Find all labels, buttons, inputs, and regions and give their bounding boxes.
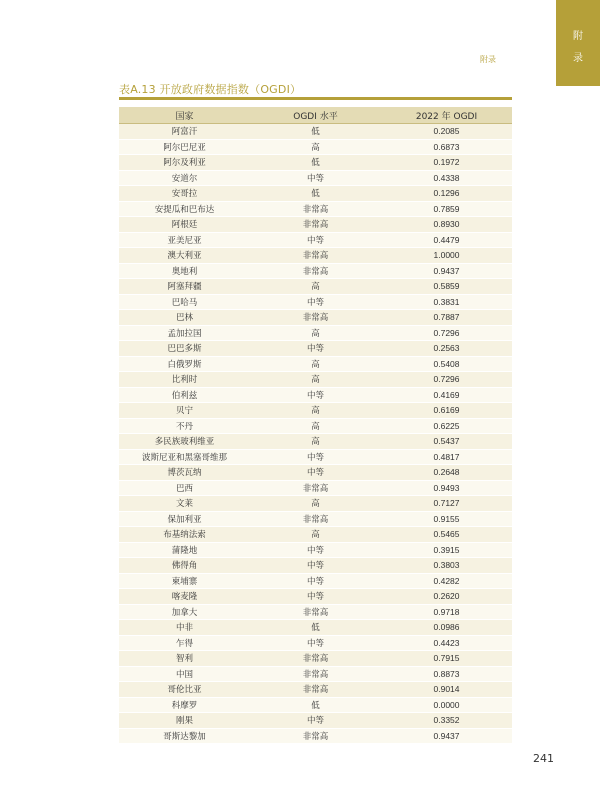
- ogdi-value-cell: 0.3352: [381, 713, 512, 729]
- ogdi-level-cell: 高: [250, 418, 381, 434]
- ogdi-value-cell: 0.2620: [381, 589, 512, 605]
- ogdi-table: [119, 107, 512, 744]
- ogdi-level-cell: 非常高: [250, 480, 381, 496]
- ogdi-value-cell: 0.5437: [381, 434, 512, 450]
- table-header-row: [119, 107, 512, 124]
- country-cell: 布基纳法索: [119, 527, 250, 543]
- table-row: [119, 201, 512, 217]
- country-cell: 蒲隆地: [119, 542, 250, 558]
- ogdi-level-cell: 高: [250, 434, 381, 450]
- table-row: [119, 356, 512, 372]
- table-row: [119, 170, 512, 186]
- table-row: [119, 728, 512, 744]
- ogdi-level-cell: 低: [250, 620, 381, 636]
- ogdi-value-cell: 0.9437: [381, 728, 512, 744]
- ogdi-level-cell: 非常高: [250, 217, 381, 233]
- ogdi-value-cell: 0.7915: [381, 651, 512, 667]
- ogdi-value-cell: 0.9014: [381, 682, 512, 698]
- ogdi-value-cell: 0.2648: [381, 465, 512, 481]
- ogdi-value-cell: 0.4423: [381, 635, 512, 651]
- ogdi-value-cell: 0.9155: [381, 511, 512, 527]
- table-row: [119, 697, 512, 713]
- country-cell: 贝宁: [119, 403, 250, 419]
- country-cell: 伯利兹: [119, 387, 250, 403]
- ogdi-level-cell: 中等: [250, 589, 381, 605]
- ogdi-level-cell: 非常高: [250, 310, 381, 326]
- ogdi-level-cell: 中等: [250, 542, 381, 558]
- side-tab-char-2: 录: [573, 53, 583, 64]
- table-row: [119, 325, 512, 341]
- table-row: [119, 496, 512, 512]
- ogdi-value-cell: 0.2563: [381, 341, 512, 357]
- column-header-ogdi: 2022 年 OGDI: [381, 107, 512, 124]
- table-row: [119, 480, 512, 496]
- ogdi-level-cell: 中等: [250, 294, 381, 310]
- ogdi-level-cell: 非常高: [250, 201, 381, 217]
- country-cell: 巴林: [119, 310, 250, 326]
- table-row: [119, 558, 512, 574]
- ogdi-value-cell: 0.8873: [381, 666, 512, 682]
- table-row: [119, 310, 512, 326]
- ogdi-value-cell: 0.7859: [381, 201, 512, 217]
- country-cell: 阿尔巴尼亚: [119, 139, 250, 155]
- country-cell: 加拿大: [119, 604, 250, 620]
- table-row: [119, 620, 512, 636]
- table-row: [119, 589, 512, 605]
- ogdi-level-cell: 非常高: [250, 682, 381, 698]
- ogdi-value-cell: 0.6873: [381, 139, 512, 155]
- section-side-tab: [556, 0, 600, 86]
- ogdi-level-cell: 中等: [250, 170, 381, 186]
- table-body: [119, 124, 512, 744]
- table-row: [119, 635, 512, 651]
- country-cell: 中国: [119, 666, 250, 682]
- ogdi-level-cell: 中等: [250, 341, 381, 357]
- country-cell: 文莱: [119, 496, 250, 512]
- country-cell: 巴西: [119, 480, 250, 496]
- table-row: [119, 279, 512, 295]
- country-cell: 柬埔寨: [119, 573, 250, 589]
- ogdi-value-cell: 0.4479: [381, 232, 512, 248]
- table-row: [119, 232, 512, 248]
- country-cell: 哥伦比亚: [119, 682, 250, 698]
- table-row: [119, 403, 512, 419]
- table-row: [119, 387, 512, 403]
- ogdi-value-cell: 0.7296: [381, 325, 512, 341]
- country-cell: 不丹: [119, 418, 250, 434]
- country-cell: 智利: [119, 651, 250, 667]
- ogdi-value-cell: 0.8930: [381, 217, 512, 233]
- table-row: [119, 186, 512, 202]
- ogdi-value-cell: 0.5408: [381, 356, 512, 372]
- ogdi-value-cell: 0.1972: [381, 155, 512, 171]
- ogdi-level-cell: 高: [250, 356, 381, 372]
- title-rule: [119, 97, 512, 100]
- ogdi-level-cell: 中等: [250, 635, 381, 651]
- ogdi-level-cell: 中等: [250, 449, 381, 465]
- ogdi-value-cell: 0.9493: [381, 480, 512, 496]
- country-cell: 巴巴多斯: [119, 341, 250, 357]
- ogdi-value-cell: 1.0000: [381, 248, 512, 264]
- ogdi-value-cell: 0.7887: [381, 310, 512, 326]
- column-header-country: 国家: [119, 107, 250, 124]
- country-cell: 多民族玻利维亚: [119, 434, 250, 450]
- ogdi-level-cell: 低: [250, 697, 381, 713]
- table-row: [119, 604, 512, 620]
- country-cell: 佛得角: [119, 558, 250, 574]
- country-cell: 安道尔: [119, 170, 250, 186]
- ogdi-value-cell: 0.2085: [381, 124, 512, 140]
- ogdi-level-cell: 非常高: [250, 666, 381, 682]
- ogdi-value-cell: 0.3803: [381, 558, 512, 574]
- table-row: [119, 248, 512, 264]
- ogdi-level-cell: 中等: [250, 558, 381, 574]
- country-cell: 白俄罗斯: [119, 356, 250, 372]
- ogdi-level-cell: 中等: [250, 465, 381, 481]
- table-row: [119, 434, 512, 450]
- country-cell: 安哥拉: [119, 186, 250, 202]
- table-row: [119, 217, 512, 233]
- country-cell: 科摩罗: [119, 697, 250, 713]
- country-cell: 波斯尼亚和黑塞哥维那: [119, 449, 250, 465]
- ogdi-level-cell: 高: [250, 325, 381, 341]
- ogdi-value-cell: 0.6169: [381, 403, 512, 419]
- side-tab-char-1: 附: [573, 31, 583, 42]
- table-row: [119, 713, 512, 729]
- ogdi-level-cell: 低: [250, 155, 381, 171]
- country-cell: 保加利亚: [119, 511, 250, 527]
- ogdi-value-cell: 0.6225: [381, 418, 512, 434]
- country-cell: 阿尔及利亚: [119, 155, 250, 171]
- table-row: [119, 155, 512, 171]
- page-number: 241: [533, 752, 554, 765]
- country-cell: 哥斯达黎加: [119, 728, 250, 744]
- ogdi-level-cell: 非常高: [250, 651, 381, 667]
- table-row: [119, 666, 512, 682]
- ogdi-level-cell: 中等: [250, 387, 381, 403]
- country-cell: 安提瓜和巴布达: [119, 201, 250, 217]
- ogdi-level-cell: 非常高: [250, 248, 381, 264]
- country-cell: 阿富汗: [119, 124, 250, 140]
- table-row: [119, 682, 512, 698]
- ogdi-value-cell: 0.7127: [381, 496, 512, 512]
- ogdi-level-cell: 高: [250, 403, 381, 419]
- table-row: [119, 294, 512, 310]
- ogdi-value-cell: 0.9718: [381, 604, 512, 620]
- ogdi-value-cell: 0.4282: [381, 573, 512, 589]
- ogdi-level-cell: 中等: [250, 713, 381, 729]
- ogdi-level-cell: 高: [250, 527, 381, 543]
- table-row: [119, 418, 512, 434]
- ogdi-value-cell: 0.0000: [381, 697, 512, 713]
- ogdi-value-cell: 0.7296: [381, 372, 512, 388]
- country-cell: 比利时: [119, 372, 250, 388]
- table-row: [119, 573, 512, 589]
- table-row: [119, 341, 512, 357]
- ogdi-value-cell: 0.0986: [381, 620, 512, 636]
- table-row: [119, 372, 512, 388]
- table-row: [119, 542, 512, 558]
- country-cell: 亚美尼亚: [119, 232, 250, 248]
- country-cell: 博茨瓦纳: [119, 465, 250, 481]
- country-cell: 孟加拉国: [119, 325, 250, 341]
- ogdi-value-cell: 0.5465: [381, 527, 512, 543]
- ogdi-value-cell: 0.3831: [381, 294, 512, 310]
- country-cell: 喀麦隆: [119, 589, 250, 605]
- table-row: [119, 139, 512, 155]
- table-row: [119, 124, 512, 140]
- ogdi-level-cell: 中等: [250, 573, 381, 589]
- ogdi-level-cell: 非常高: [250, 604, 381, 620]
- table-row: [119, 263, 512, 279]
- country-cell: 澳大利亚: [119, 248, 250, 264]
- table-title: 表A.13 开放政府数据指数（OGDI）: [119, 83, 302, 96]
- ogdi-level-cell: 非常高: [250, 263, 381, 279]
- ogdi-level-cell: 高: [250, 496, 381, 512]
- ogdi-level-cell: 非常高: [250, 728, 381, 744]
- ogdi-value-cell: 0.3915: [381, 542, 512, 558]
- table-row: [119, 511, 512, 527]
- country-cell: 巴哈马: [119, 294, 250, 310]
- ogdi-value-cell: 0.4817: [381, 449, 512, 465]
- country-cell: 中非: [119, 620, 250, 636]
- ogdi-level-cell: 低: [250, 124, 381, 140]
- running-header: 附录: [480, 55, 496, 64]
- ogdi-level-cell: 非常高: [250, 511, 381, 527]
- table-row: [119, 465, 512, 481]
- column-header-level: OGDI 水平: [250, 107, 381, 124]
- ogdi-value-cell: 0.4338: [381, 170, 512, 186]
- country-cell: 阿塞拜疆: [119, 279, 250, 295]
- country-cell: 刚果: [119, 713, 250, 729]
- country-cell: 乍得: [119, 635, 250, 651]
- ogdi-level-cell: 高: [250, 139, 381, 155]
- ogdi-value-cell: 0.4169: [381, 387, 512, 403]
- ogdi-level-cell: 低: [250, 186, 381, 202]
- table-row: [119, 527, 512, 543]
- ogdi-level-cell: 中等: [250, 232, 381, 248]
- table-row: [119, 651, 512, 667]
- ogdi-value-cell: 0.9437: [381, 263, 512, 279]
- ogdi-level-cell: 高: [250, 279, 381, 295]
- country-cell: 奥地利: [119, 263, 250, 279]
- ogdi-level-cell: 高: [250, 372, 381, 388]
- ogdi-value-cell: 0.5859: [381, 279, 512, 295]
- table-row: [119, 449, 512, 465]
- country-cell: 阿根廷: [119, 217, 250, 233]
- ogdi-value-cell: 0.1296: [381, 186, 512, 202]
